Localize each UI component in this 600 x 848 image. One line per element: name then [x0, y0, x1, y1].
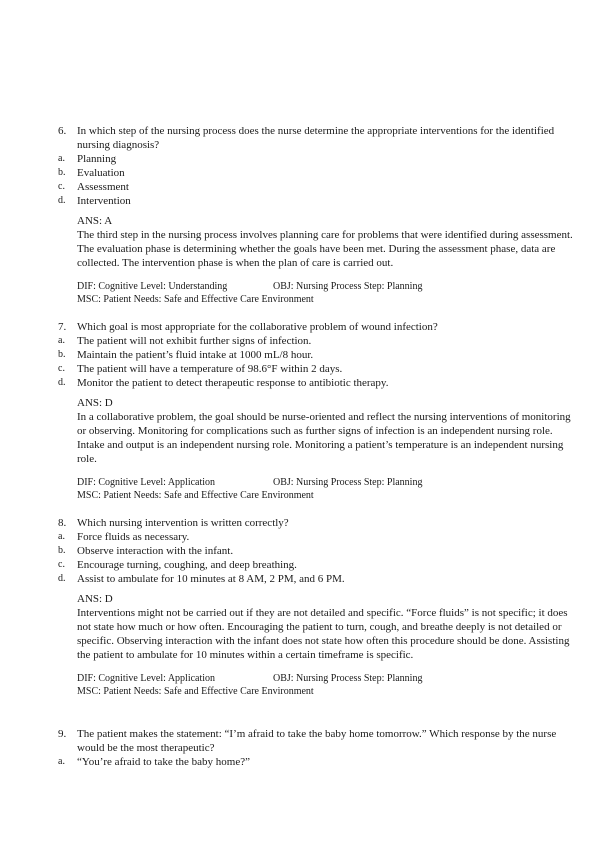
- question-number: 7.: [58, 321, 67, 333]
- option-text: The patient will have a temperature of 98.6°F within 2 days.: [77, 363, 343, 375]
- option-letter: b.: [58, 167, 66, 178]
- option-a: [58, 152, 578, 166]
- metadata-row: [77, 476, 578, 489]
- option-letter: d.: [58, 377, 66, 388]
- answer-key: ANS: D: [77, 593, 113, 605]
- question-stem-row: [58, 727, 578, 755]
- msc-label: MSC: Patient Needs: Safe and Effective Care Environment: [77, 294, 314, 305]
- question-6: [58, 124, 578, 306]
- option-text: The patient will not exhibit further signs of infection.: [77, 335, 312, 347]
- option-text: Monitor the patient to detect therapeutic response to antibiotic therapy.: [77, 377, 389, 389]
- option-letter: a.: [58, 531, 65, 542]
- question-9: [58, 727, 578, 769]
- option-text: Planning: [77, 153, 117, 165]
- option-c: [58, 558, 578, 572]
- question-stem-row: [58, 320, 578, 334]
- option-letter: b.: [58, 349, 66, 360]
- option-d: [58, 376, 578, 390]
- option-d: [58, 194, 578, 208]
- option-text: Force fluids as necessary.: [77, 531, 190, 543]
- option-letter: c.: [58, 559, 65, 570]
- option-text: Assessment: [77, 181, 129, 193]
- options-list: [58, 152, 578, 208]
- option-letter: a.: [58, 153, 65, 164]
- objective-label: OBJ: Nursing Process Step: Planning: [273, 477, 423, 488]
- option-c: [58, 362, 578, 376]
- option-text: Maintain the patient’s fluid intake at 1000 mL/8 hour.: [77, 349, 314, 361]
- question-stem: Which goal is most appropriate for the collaborative problem of wound infection?: [77, 321, 438, 333]
- option-letter: d.: [58, 195, 66, 206]
- option-b: [58, 166, 578, 180]
- metadata-block: [77, 476, 578, 502]
- difficulty-label: DIF: Cognitive Level: Application: [77, 477, 216, 488]
- option-letter: d.: [58, 573, 66, 584]
- answer-key: ANS: A: [77, 215, 113, 227]
- option-text: Evaluation: [77, 167, 125, 179]
- metadata-block: [77, 672, 578, 698]
- option-d: [58, 572, 578, 586]
- objective-label: OBJ: Nursing Process Step: Planning: [273, 673, 423, 684]
- msc-label: MSC: Patient Needs: Safe and Effective Care Environment: [77, 686, 314, 697]
- answer-key: ANS: D: [77, 397, 113, 409]
- option-letter: a.: [58, 756, 65, 767]
- option-a: [58, 530, 578, 544]
- question-stem: In which step of the nursing process does the nurse determine the appropriate interventions for the identified nursing diagnosis?: [77, 125, 555, 151]
- option-c: [58, 180, 578, 194]
- option-b: [58, 348, 578, 362]
- question-stem: The patient makes the statement: “I’m afraid to take the baby home tomorrow.” Which response by the nurse would be the most therapeutic?: [77, 728, 557, 754]
- options-list: [58, 530, 578, 586]
- question-7: [58, 320, 578, 502]
- metadata-block: [77, 280, 578, 306]
- options-list: [58, 334, 578, 390]
- option-a: [58, 334, 578, 348]
- difficulty-label: DIF: Cognitive Level: Application: [77, 673, 216, 684]
- msc-label: MSC: Patient Needs: Safe and Effective Care Environment: [77, 490, 314, 501]
- question-stem-row: [58, 516, 578, 530]
- option-letter: c.: [58, 181, 65, 192]
- option-text: Assist to ambulate for 10 minutes at 8 AM, 2 PM, and 6 PM.: [77, 573, 345, 585]
- question-stem: Which nursing intervention is written correctly?: [77, 517, 289, 529]
- difficulty-label: DIF: Cognitive Level: Understanding: [77, 281, 228, 292]
- objective-label: OBJ: Nursing Process Step: Planning: [273, 281, 423, 292]
- option-text: Encourage turning, coughing, and deep breathing.: [77, 559, 297, 571]
- question-number: 8.: [58, 517, 67, 529]
- question-number: 6.: [58, 125, 67, 137]
- option-text: “You’re afraid to take the baby home?”: [77, 756, 250, 768]
- option-letter: c.: [58, 363, 65, 374]
- option-text: Observe interaction with the infant.: [77, 545, 234, 557]
- rationale-text: The third step in the nursing process involves planning care for problems that were identified during assessment. The evaluation phase is determining whether the goals have been met. During the assessment phase, data are collected. The intervention phase is when the plan of care is carried out.: [77, 229, 573, 269]
- rationale-text: In a collaborative problem, the goal should be nurse-oriented and reflect the nursing interventions of monitoring or observing. Monitoring for complications such as further signs of infection is an independent nursing role. Intake and output is an independent nursing role. Monitoring a patient’s temperature is an independent nursing role.: [77, 411, 571, 465]
- option-letter: b.: [58, 545, 66, 556]
- question-stem-row: [58, 124, 578, 152]
- option-letter: a.: [58, 335, 65, 346]
- option-a: [58, 755, 578, 769]
- option-text: Intervention: [77, 195, 131, 207]
- rationale-text: Interventions might not be carried out if they are not detailed and specific. “Force fluids” is not specific; it does not state how much or how often. Encouraging the patient to turn, cough, and breathe deeply is not detailed or specific. Observing interaction with the infant does not state how often this procedure should be done. Assisting the patient to ambulate for 10 minutes within a certain timeframe is specific.: [77, 607, 570, 661]
- option-b: [58, 544, 578, 558]
- question-8: [58, 516, 578, 698]
- metadata-row: [77, 672, 578, 685]
- question-number: 9.: [58, 728, 67, 740]
- metadata-row: [77, 280, 578, 293]
- options-list: [58, 755, 578, 769]
